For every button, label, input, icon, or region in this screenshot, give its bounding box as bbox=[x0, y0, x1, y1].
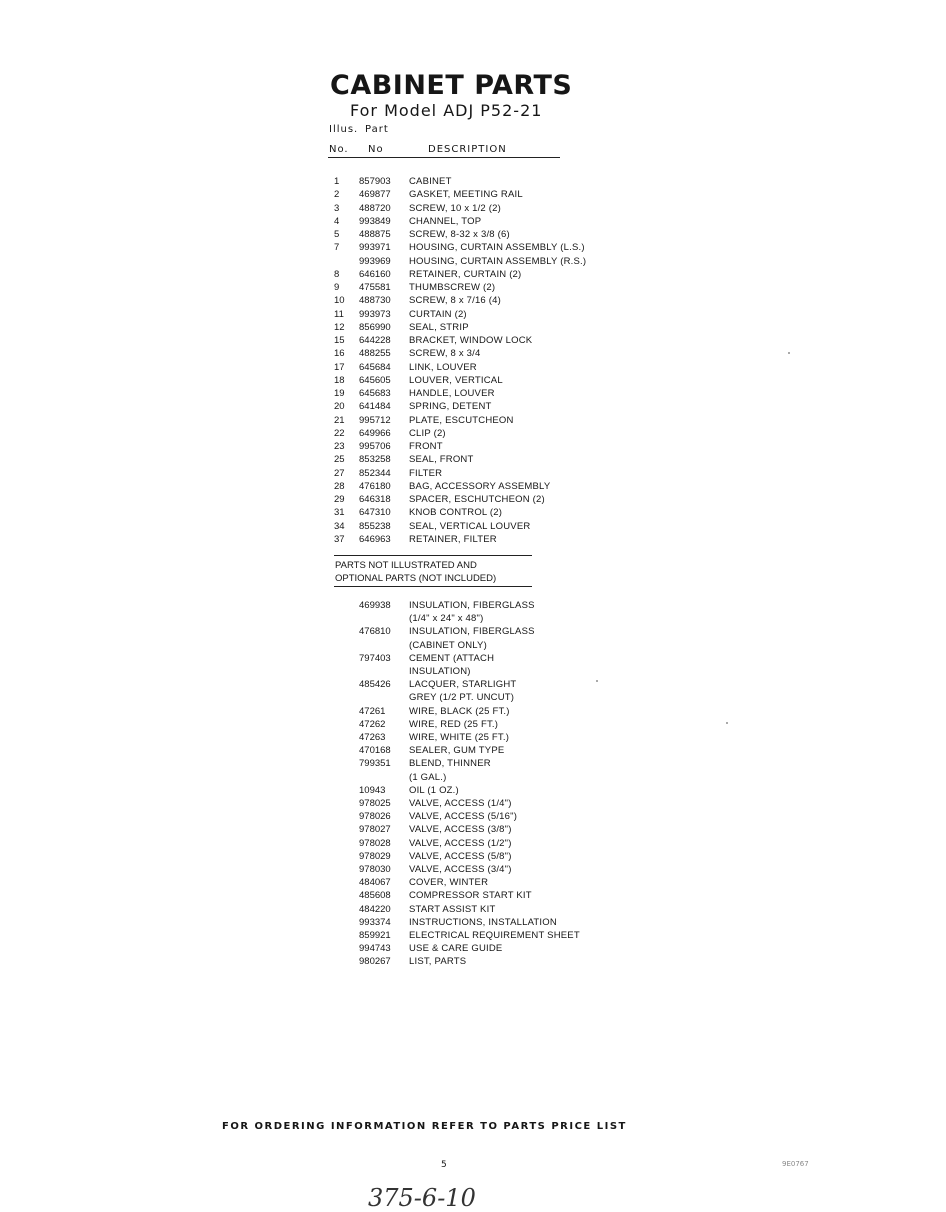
part-description: CURTAIN (2) bbox=[409, 308, 467, 320]
part-description: THUMBSCREW (2) bbox=[409, 282, 496, 293]
part-number: 995706 bbox=[359, 441, 391, 452]
part-description: GASKET, MEETING RAIL bbox=[409, 189, 523, 201]
part-number: 484220 bbox=[359, 903, 391, 915]
illus-number: 2 bbox=[334, 189, 340, 201]
illus-number: 20 bbox=[334, 401, 345, 413]
part-number: 488730 bbox=[359, 295, 391, 307]
handwritten-note: 375-6-10 bbox=[368, 1184, 476, 1212]
illus-number: 22 bbox=[334, 427, 345, 439]
part-description: SEAL, STRIP bbox=[409, 321, 469, 333]
part-description: WIRE, WHITE (25 FT.) bbox=[409, 732, 510, 743]
part-number: 47263 bbox=[359, 732, 386, 743]
part-description: COMPRESSOR START KIT bbox=[409, 890, 532, 902]
part-description: RETAINER, FILTER bbox=[409, 533, 497, 545]
optional-heading-line2: OPTIONAL PARTS (NOT INCLUDED) bbox=[335, 573, 497, 584]
part-number: 853258 bbox=[359, 454, 391, 466]
part-description: LINK, LOUVER bbox=[409, 361, 477, 373]
part-description: LIST, PARTS bbox=[409, 956, 467, 968]
part-description: VALVE, ACCESS (5/8") bbox=[409, 850, 512, 862]
page-number: 5 bbox=[441, 1160, 447, 1170]
part-number: 646318 bbox=[359, 494, 391, 505]
part-number: 978025 bbox=[359, 798, 391, 809]
part-number: 470168 bbox=[359, 745, 391, 757]
illus-number: 28 bbox=[334, 480, 345, 492]
part-description: VALVE, ACCESS (3/4") bbox=[409, 864, 512, 875]
illus-number: 25 bbox=[334, 454, 345, 466]
part-description: WIRE, BLACK (25 FT.) bbox=[409, 705, 510, 717]
part-number: 485608 bbox=[359, 890, 391, 902]
part-number: 475581 bbox=[359, 282, 391, 293]
part-number: 469938 bbox=[359, 600, 391, 611]
header-illus-label: Illus. bbox=[329, 124, 359, 135]
part-description: SEAL, FRONT bbox=[409, 454, 474, 466]
part-description: VALVE, ACCESS (5/16") bbox=[409, 811, 518, 823]
part-description: (1 GAL.) bbox=[409, 771, 447, 783]
part-number: 484067 bbox=[359, 877, 391, 889]
part-number: 993374 bbox=[359, 916, 391, 928]
part-number: 993971 bbox=[359, 242, 391, 254]
illus-number: 34 bbox=[334, 520, 345, 532]
part-description: HOUSING, CURTAIN ASSEMBLY (L.S.) bbox=[409, 242, 585, 254]
illus-number: 18 bbox=[334, 374, 345, 386]
part-description: VALVE, ACCESS (1/4") bbox=[409, 798, 512, 809]
part-description: USE & CARE GUIDE bbox=[409, 943, 503, 955]
illus-number: 7 bbox=[334, 242, 340, 254]
illus-number: 19 bbox=[334, 388, 345, 399]
part-description: SCREW, 8 x 7/16 (4) bbox=[409, 295, 501, 307]
page-title: CABINET PARTS bbox=[330, 70, 573, 101]
part-number: 649966 bbox=[359, 427, 391, 439]
part-description: PLATE, ESCUTCHEON bbox=[409, 414, 514, 426]
header-description: DESCRIPTION bbox=[428, 144, 507, 155]
part-number: 645684 bbox=[359, 361, 391, 373]
part-number: 476810 bbox=[359, 626, 391, 638]
part-description: INSULATION, FIBERGLASS bbox=[409, 626, 535, 638]
scan-speck bbox=[788, 352, 790, 354]
part-description: RETAINER, CURTAIN (2) bbox=[409, 268, 522, 280]
model-subtitle: For Model ADJ P52-21 bbox=[350, 101, 543, 120]
part-number: 993973 bbox=[359, 308, 391, 320]
part-number: 646963 bbox=[359, 533, 391, 545]
part-description: LACQUER, STARLIGHT bbox=[409, 679, 517, 691]
part-number: 476180 bbox=[359, 480, 391, 492]
part-number: 641484 bbox=[359, 401, 391, 413]
part-number: 645605 bbox=[359, 374, 391, 386]
corner-code: 9E0767 bbox=[782, 1160, 809, 1168]
part-number: 646160 bbox=[359, 268, 391, 280]
illus-number: 10 bbox=[334, 295, 345, 307]
part-description: SEAL, VERTICAL LOUVER bbox=[409, 520, 531, 532]
illus-number: 1 bbox=[334, 176, 340, 187]
ordering-footer: FOR ORDERING INFORMATION REFER TO PARTS PRICE LIST bbox=[222, 1121, 627, 1132]
part-description: KNOB CONTROL (2) bbox=[409, 507, 503, 519]
part-description: FILTER bbox=[409, 467, 443, 479]
part-description: CABINET bbox=[409, 176, 452, 187]
part-description: BLEND, THINNER bbox=[409, 758, 491, 770]
illus-number: 4 bbox=[334, 215, 340, 227]
part-description: WIRE, RED (25 FT.) bbox=[409, 718, 499, 730]
part-description: SCREW, 8 x 3/4 bbox=[409, 348, 481, 360]
illus-number: 3 bbox=[334, 202, 340, 214]
part-number: 993969 bbox=[359, 255, 391, 267]
illus-number: 15 bbox=[334, 335, 345, 346]
part-number: 856990 bbox=[359, 321, 391, 333]
illus-number: 17 bbox=[334, 361, 345, 373]
part-description: CEMENT (ATTACH bbox=[409, 652, 495, 664]
part-number: 47262 bbox=[359, 718, 386, 730]
part-description: BRACKET, WINDOW LOCK bbox=[409, 335, 533, 346]
illus-number: 29 bbox=[334, 494, 345, 505]
optional-heading-line1: PARTS NOT ILLUSTRATED AND bbox=[335, 560, 477, 571]
part-description: CHANNEL, TOP bbox=[409, 215, 482, 227]
part-description: BAG, ACCESSORY ASSEMBLY bbox=[409, 480, 551, 492]
part-description: ELECTRICAL REQUIREMENT SHEET bbox=[409, 930, 580, 941]
part-description: VALVE, ACCESS (3/8") bbox=[409, 824, 512, 836]
scan-speck bbox=[726, 722, 728, 724]
part-number: 645683 bbox=[359, 388, 391, 399]
part-number: 978030 bbox=[359, 864, 391, 875]
illus-number: 12 bbox=[334, 321, 345, 333]
section-rule-top bbox=[334, 555, 532, 556]
part-description: SCREW, 10 x 1/2 (2) bbox=[409, 202, 501, 214]
part-description: (CABINET ONLY) bbox=[409, 639, 487, 651]
part-description: SPRING, DETENT bbox=[409, 401, 492, 413]
part-description: INSULATION) bbox=[409, 666, 471, 677]
part-description: OIL (1 OZ.) bbox=[409, 784, 459, 796]
part-description: INSULATION, FIBERGLASS bbox=[409, 600, 535, 611]
part-description: INSTRUCTIONS, INSTALLATION bbox=[409, 916, 557, 928]
illus-number: 21 bbox=[334, 414, 345, 426]
part-description: LOUVER, VERTICAL bbox=[409, 374, 503, 386]
illus-number: 23 bbox=[334, 441, 345, 452]
header-rule bbox=[328, 157, 560, 158]
part-number: 485426 bbox=[359, 679, 391, 691]
part-description: HOUSING, CURTAIN ASSEMBLY (R.S.) bbox=[409, 255, 587, 267]
part-description: HANDLE, LOUVER bbox=[409, 388, 495, 399]
part-number: 47261 bbox=[359, 705, 386, 717]
illus-number: 37 bbox=[334, 533, 345, 545]
part-number: 855238 bbox=[359, 520, 391, 532]
part-number: 857903 bbox=[359, 176, 391, 187]
part-number: 980267 bbox=[359, 956, 391, 968]
illus-number: 16 bbox=[334, 348, 345, 360]
part-number: 469877 bbox=[359, 189, 391, 201]
part-number: 797403 bbox=[359, 652, 391, 664]
part-description: SPACER, ESCHUTCHEON (2) bbox=[409, 494, 545, 505]
part-number: 488255 bbox=[359, 348, 391, 360]
part-number: 859921 bbox=[359, 930, 391, 941]
header-part-no: No bbox=[368, 144, 384, 155]
header-part-label: Part bbox=[365, 124, 389, 135]
section-rule-bottom bbox=[334, 586, 532, 587]
part-number: 799351 bbox=[359, 758, 391, 770]
illus-number: 9 bbox=[334, 282, 340, 293]
part-description: GREY (1/2 PT. UNCUT) bbox=[409, 692, 515, 704]
illus-number: 31 bbox=[334, 507, 345, 519]
part-description: (1/4" x 24" x 48") bbox=[409, 613, 484, 625]
part-description: SEALER, GUM TYPE bbox=[409, 745, 505, 757]
part-description: FRONT bbox=[409, 441, 443, 452]
illus-number: 27 bbox=[334, 467, 345, 479]
part-description: START ASSIST KIT bbox=[409, 903, 496, 915]
part-number: 10943 bbox=[359, 784, 386, 796]
illus-number: 5 bbox=[334, 229, 340, 240]
part-number: 995712 bbox=[359, 414, 391, 426]
part-number: 993849 bbox=[359, 215, 391, 227]
part-description: COVER, WINTER bbox=[409, 877, 489, 889]
part-number: 488720 bbox=[359, 202, 391, 214]
illus-number: 11 bbox=[334, 308, 344, 320]
part-number: 488875 bbox=[359, 229, 391, 240]
part-description: CLIP (2) bbox=[409, 427, 446, 439]
part-number: 644228 bbox=[359, 335, 391, 346]
part-number: 978026 bbox=[359, 811, 391, 823]
part-number: 852344 bbox=[359, 467, 391, 479]
part-number: 978029 bbox=[359, 850, 391, 862]
scan-speck bbox=[596, 680, 598, 682]
illus-number: 8 bbox=[334, 268, 340, 280]
header-illus-no: No. bbox=[329, 144, 349, 155]
part-number: 994743 bbox=[359, 943, 391, 955]
part-description: SCREW, 8-32 x 3/8 (6) bbox=[409, 229, 510, 240]
part-number: 978028 bbox=[359, 837, 391, 849]
part-description: VALVE, ACCESS (1/2") bbox=[409, 837, 512, 849]
part-number: 978027 bbox=[359, 824, 391, 836]
part-number: 647310 bbox=[359, 507, 391, 519]
